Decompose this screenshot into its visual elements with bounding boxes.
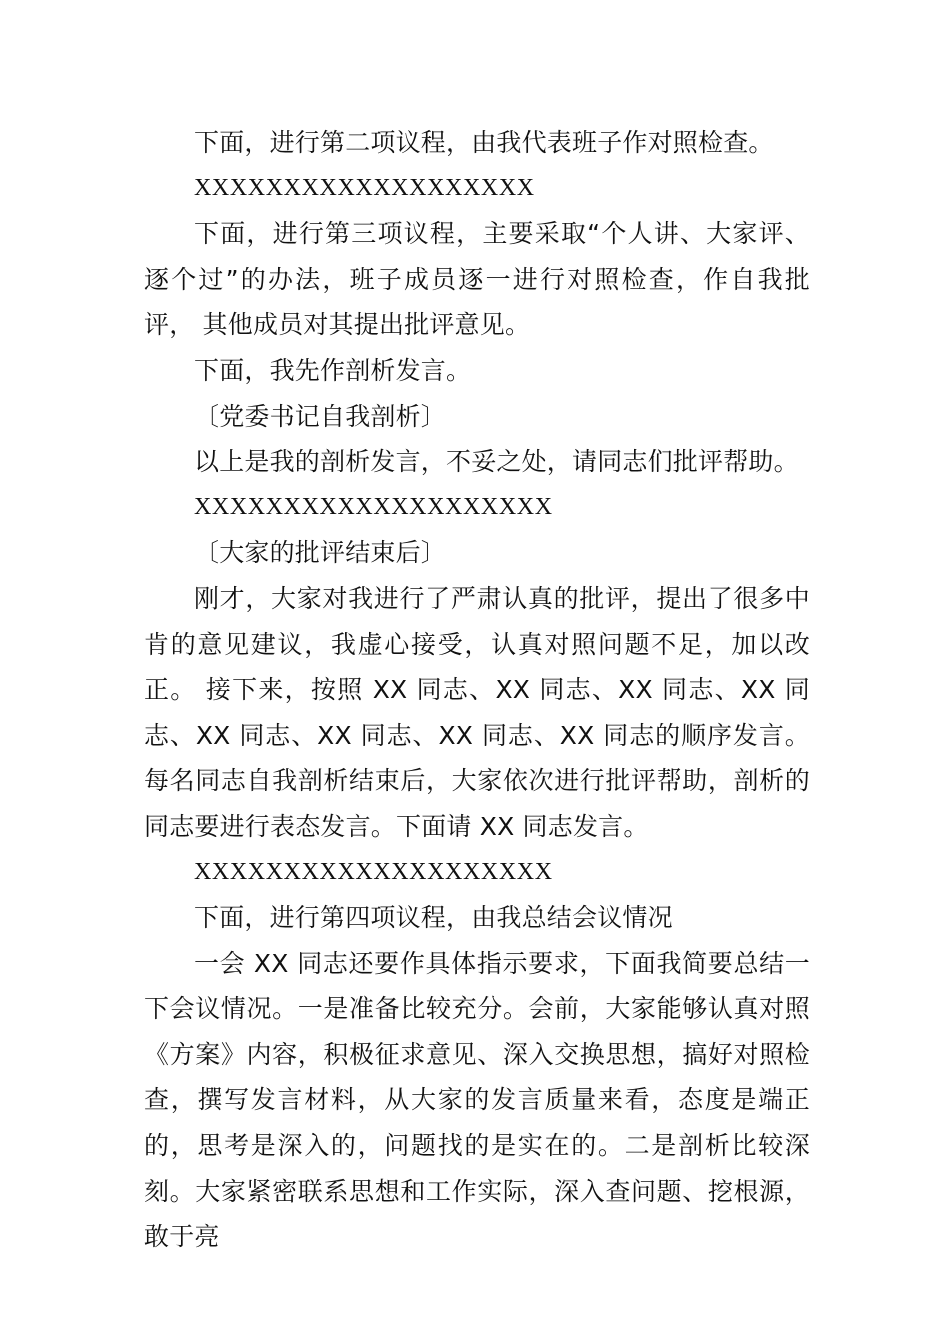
paragraph-response: 刚才，大家对我进行了严肃认真的批评，提出了很多中肯的意见建议，我虚心接受，认真对照问题不足，加以改正。 接下来，按照 XX 同志、XX 同志、XX 同志、XX 同志、XX 同志、XX 同志、XX 同志、XX 同志的顺序发言。每名同志自我剖析结束后，大家依次进行批评帮助，剖析的同志要进行表态发言。下面请 XX 同志发言。 xyxy=(144,583,810,841)
paragraph-analysis-end: 以上是我的剖析发言，不妥之处，请同志们批评帮助。 xyxy=(194,447,799,477)
paragraph-agenda-four: 下面，进行第四项议程，由我总结会议情况 xyxy=(194,903,673,933)
stage-note-secretary: 〔党委书记自我剖析〕 xyxy=(194,401,447,431)
placeholder-line: XXXXXXXXXXXXXXXXXXXX xyxy=(194,493,553,520)
placeholder-line: XXXXXXXXXXXXXXXXXXXX xyxy=(194,858,553,885)
paragraph-agenda-two: 下面，进行第二项议程，由我代表班子作对照检查。 xyxy=(194,128,774,157)
placeholder-line: XXXXXXXXXXXXXXXXXXX xyxy=(194,174,535,201)
paragraph-agenda-three: 下面，进行第三项议程，主要采取“个人讲、大家评、 逐个过”的办法，班子成员逐一进行对照检查，作自我批评， 其他成员对其提出批评意见。 xyxy=(144,219,810,340)
stage-note-criticism-end: 〔大家的批评结束后〕 xyxy=(194,538,447,568)
paragraph-self-analysis-intro: 下面，我先作剖析发言。 xyxy=(194,355,472,385)
document-body xyxy=(144,120,810,1260)
paragraph-summary: 一会 XX 同志还要作具体指示要求，下面我简要总结一下会议情况。一是准备比较充分。会前，大家能够认真对照《方案》内容，积极征求意见、深入交换思想，搞好对照检查，撰写发言材料，从大家的发言质量来看，态度是端正的，思考是深入的，问题找的是实在的。二是剖析比较深刻。大家紧密联系思想和工作实际，深入查问题、挖根源，敢于亮 xyxy=(144,948,810,1252)
